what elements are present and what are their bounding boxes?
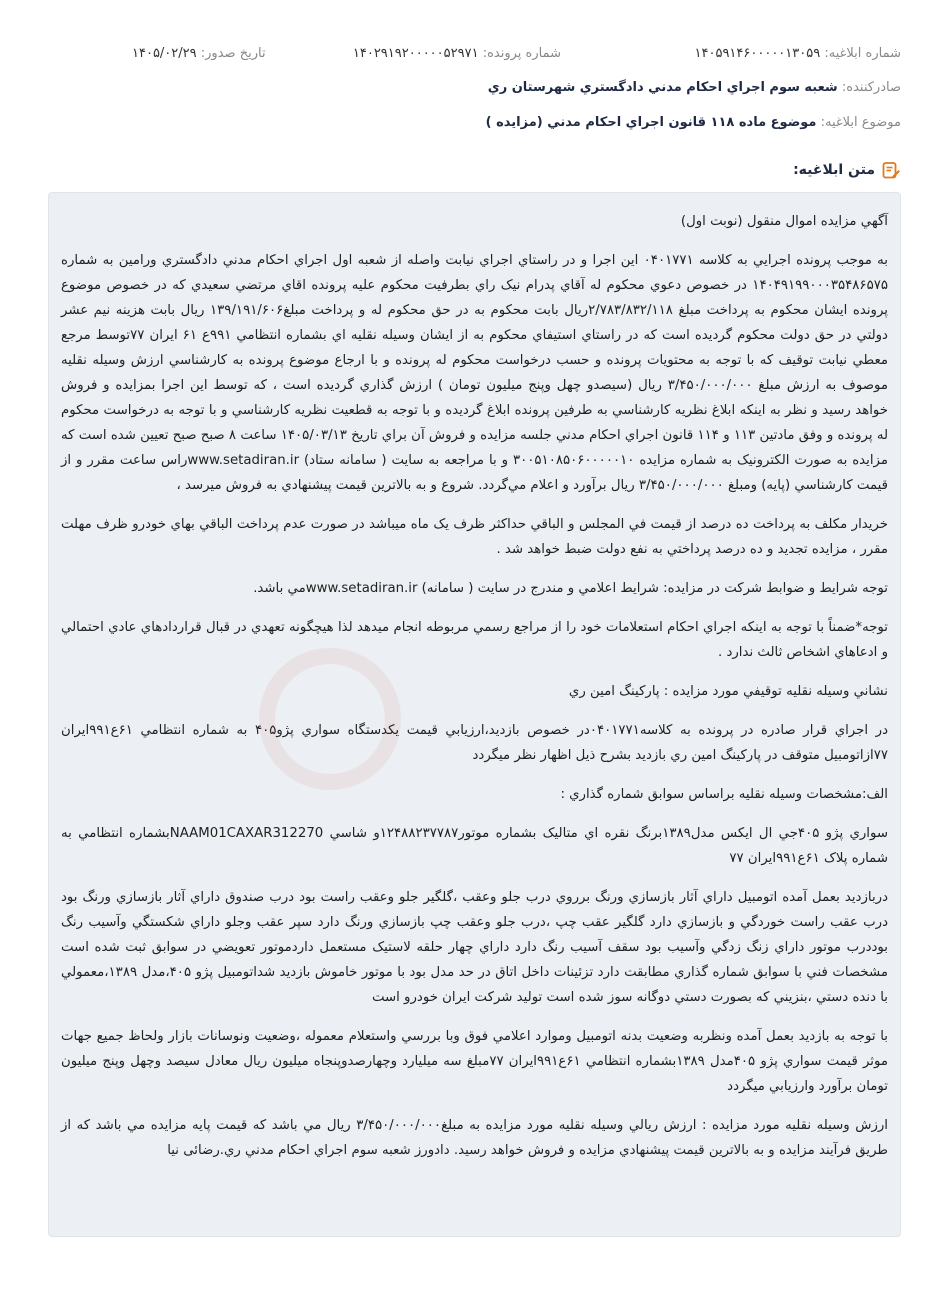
case-number-value: ۱۴۰۲۹۱۹۲۰۰۰۰۰۵۲۹۷۱: [352, 46, 479, 61]
section-header: [793, 160, 901, 180]
paragraph-3: توجه شرايط و ضوابط شركت در مزايده: شرايط اعلامي و مندرج در سايت ( سامانه) www.setadiran.irمي باشد.: [253, 581, 888, 596]
case-number: [353, 46, 561, 61]
subject-value: موضوع ماده ۱۱۸ قانون اجراي احكام مدني (مزايده ): [485, 115, 817, 130]
paragraph-8: سواري پژو ۴۰۵جي ال ايكس مدل۱۳۸۹برنگ نقره اي متاليک بشماره موتور۱۲۴۸۸۲۳۷۷۸۷و شاسي NAAM01CAXAR312270بشماره انتظامي به شماره پلاک ۶۱ع۹۹۱ايران ۷۷: [61, 826, 889, 866]
notice-number: [695, 46, 901, 61]
issuer-label: صادركننده:: [841, 80, 901, 95]
paragraph-6: در اجراي قرار صادره در پرونده به كلاسه۰۴۰۱۷۷۱در خصوص بازديد،ارزيابي قيمت يكدستگاه سواري پژو۴۰۵ به شماره انتظامي ۶۱ع۹۹۱ايران ۷۷ازاتومبيل متوقف در پاركينگ امين ري بازديد بشرح ذيل اظهار نظر ميگردد: [61, 723, 889, 763]
notice-number-label: شماره ابلاغيه:: [824, 46, 901, 61]
paragraph-9: دربازديد بعمل آمده اتومبيل داراي آثار بازسازي ورنگ برروي درب جلو وعقب ،گلگير جلو وعقب راست بود درب صندوق داراي آثار بازسازي ورنگ بود درب عقب راست خوردگي و بازسازي دارد گلگير عقب چپ ،درب جلو وعقب چپ بازسازي ورنگ دارد سپر عقب وجلو داراي شكستگي وآسيب رنگ بوددرب موتور داراي زنگ زدگي وآسيب بود سقف آسيب رنگ دارد داراي چهار حلقه لاستيک مستعمل داردموتور تعويضي در سوابق ثبت شده است مشخصات فني با سوابق شماره گذاري مطابقت دارد تزئينات داخل اتاق در حد مدل بود با موتور خاموش بازديد شداتومبيل پژو ۴۰۵،مدل ۱۳۸۹،معمولي با دنده دستي ،بنزيني كه بصورت دستي دوگانه سوز شده است توليد شركت ايران خودرو است: [61, 890, 888, 1005]
paragraph-4: توجه*ضمناً با توجه به اينكه اجراي احكام استعلامات خود را از مراجع رسمي مربوطه انجام ميدهد لذا هيچگونه تعهدي در قبال قراردادهاي عادي احتمالي و ادعاهاي اشخاص ثالث ندارد .: [61, 620, 888, 660]
notice-heading: آگهي مزايده اموال منقول (نوبت اول): [680, 214, 888, 229]
paragraph-2: خريدار مكلف به پرداخت ده درصد از قيمت في المجلس و الباقي حداكثر ظرف يک ماه ميباشد در صورت عدم پرداخت الباقي بهاي خودرو ظرف مهلت مقرر ، مزايده تجديد و ده درصد پرداختي به نفع دولت ضبط خواهد شد .: [61, 517, 888, 557]
notice-number-value: ۱۴۰۵۹۱۴۶۰۰۰۰۰۱۳۰۵۹: [694, 46, 821, 61]
paragraph-7: الف:مشخصات وسيله نقليه براساس سوابق شماره گذاري :: [560, 787, 888, 802]
meta-row: [48, 46, 901, 68]
issue-date: [132, 46, 266, 61]
paragraph-5: نشاني وسيله نقليه توقيفي مورد مزايده : پاركينگ امين ري: [568, 684, 888, 699]
paragraph-1: به موجب پرونده اجرايي به كلاسه ۰۴۰۱۷۷۱ اين اجرا و در راستاي اجراي نيابت واصله از شعبه اول اجراي احكام مدني دادگستري ورامين به شماره ۱۴۰۴۹۱۹۹۰۰۰۳۵۴۸۶۵۷۵ در خصوص دعوي محكوم له آقاي پدرام نيک راي بطرفيت محكوم عليه پرونده اقاي مرتضي سعيدي كه در خصوص موضوع پرونده ايشان محكوم به پرداخت مبلغ ۲/۷۸۳/۸۳۲/۱۱۸ريال بابت محكوم به در حق محكوم له و پرداخت مبلغ۱۳۹/۱۹۱/۶۰۶ ريال بابت هزينه نيم عشر دولتي در حق دولت محكوم گرديده است كه در راستاي استيفاي محكوم به از ايشان وسيله نقليه اي بشماره انتظامي ۹۹۱ع ۶۱ ايران ۷۷توسط مرجع معطي نيابت توقيف كه با توجه به محتويات پرونده و حسب درخواست محكوم له پرونده و با ارجاع موضوع پرونده به كارشناسي ارزش وسيله نقليه موصوف به ارزش مبلغ ۳/۴۵۰/۰۰۰/۰۰۰ ريال (سيصدو چهل وپنج ميليون تومان ) ارزش گذاري گرديده است ، كه توسط اين اجرا بمزايده و فروش خواهد رسيد و نظر به اينكه ابلاغ نظريه كارشناسي به طرفين پرونده ابلاغ گرديده و با توجه به قطعيت نظريه كارشناسي و با توجه به درخواست محكوم له پرونده و وفق مادتين ۱۱۳ و ۱۱۴ قانون اجراي احكام مدني جلسه مزايده و فروش آن براي تاريخ ۱۴۰۵/۰۳/۱۳ ساعت ۸ صبح صبح تعيين شده است كه مزايده به صورت الكترونيک به شماره مزايده ۳۰۰۵۱۰۸۵۰۶۰۰۰۰۰۱۰ و با مراجعه به سايت ( سامانه ستاد) www.setadiran.irراس ساعت مقرر و از قيمت كارشناسي (پايه) ومبلغ ۳/۴۵۰/۰۰۰/۰۰۰ ريال برآورد و اعلام مي‌گردد. شروع و به بالاترين قيمت پيشنهادي به فروش ميرسد ،: [61, 253, 889, 493]
paragraph-10: با توجه به بازديد بعمل آمده ونظربه وضعيت بدنه اتومبيل وموارد اعلامي فوق وبا بررسي واستعلام معموله ،وضعيت ونوسانات بازار ولحاظ جميع جهات موثر قيمت سواري پژو ۴۰۵مدل ۱۳۸۹بشماره انتظامي ۶۱ع۹۹۱ايران ۷۷مبلغ سه ميليارد وچهارصدوپنجاه ميليون ريال معادل سيصد وچهل وپنج ميليون تومان برآورد وارزيابي ميگردد: [61, 1029, 888, 1094]
subject-line: [48, 115, 901, 130]
issue-date-label: تاريخ صدور:: [200, 46, 266, 61]
issue-date-value: ۱۴۰۵/۰۲/۲۹: [132, 46, 197, 61]
case-number-label: شماره پرونده:: [482, 46, 561, 61]
issuer-line: [48, 80, 901, 95]
notice-text-box: [48, 192, 901, 1237]
subject-label: موضوع ابلاغيه:: [820, 115, 901, 130]
issuer-value: شعبه سوم اجراي احكام مدني دادگستري شهرستان ري: [487, 80, 838, 95]
document-edit-icon: [881, 160, 901, 180]
paragraph-11: ارزش وسيله نقليه مورد مزايده : ارزش ريالي وسيله نقليه مورد مزايده به مبلغ۳/۴۵۰/۰۰۰/۰۰۰ ريال مي باشد كه قيمت پايه مزايده مي باشد كه از طريق فرآيند مزايده و به بالاترين قيمت پيشنهادي مزايده و فروش خواهد رسيد. دادورز شعبه سوم اجراي احكام مدني ري.رضائی نيا: [61, 1118, 888, 1158]
section-title: متن ابلاغيه:: [793, 162, 875, 178]
